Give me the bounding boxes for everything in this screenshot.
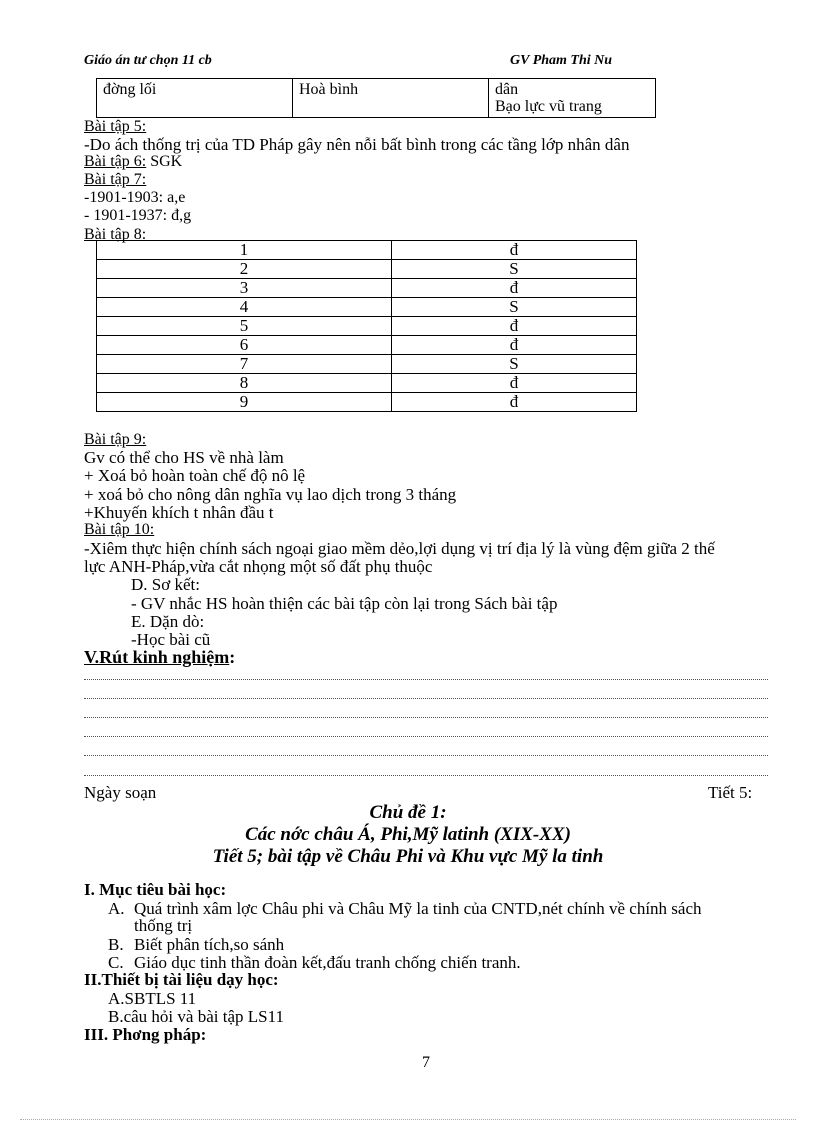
objective-c-text: Giáo dục tinh thần đoàn kết,đấu tranh chống chiến tranh. xyxy=(134,953,521,972)
page-number: 7 xyxy=(422,1054,430,1071)
row-number: 8 xyxy=(97,374,392,393)
objective-b-label: B. xyxy=(108,935,124,954)
ex6-line xyxy=(84,153,182,171)
summary-d-text: - GV nhắc HS hoàn thiện các bài tập còn lại trong Sách bài tập xyxy=(131,594,558,613)
ex10-line: -Xiêm thực hiện chính sách ngoại giao mềm dẻo,lợi dụng vị trí địa lý là vùng đệm giữa 2 thế xyxy=(84,539,715,558)
row-number: 4 xyxy=(97,298,392,317)
row-number: 9 xyxy=(97,393,392,412)
ex9-line: +Khuyến khích t nhân đầu t xyxy=(84,503,274,522)
row-number: 2 xyxy=(97,260,392,279)
top-table-cell: Hoà bình xyxy=(293,79,489,118)
row-answer: đ xyxy=(392,279,637,298)
topic-line-3: Tiết 5; bài tập về Châu Phi và Khu vực Mỹ la tinh xyxy=(212,846,604,867)
dotted-line xyxy=(84,717,768,718)
row-answer: đ xyxy=(392,336,637,355)
row-answer: đ xyxy=(392,317,637,336)
objective-a-line: Quá trình xâm lợc Châu phi và Châu Mỹ la tinh của CNTD,nét chính về chính sách xyxy=(134,899,702,918)
objective-b-text: Biết phân tích,so sánh xyxy=(134,935,285,954)
dotted-line xyxy=(84,698,768,699)
top-table-line: Bạo lực vũ trang xyxy=(495,98,602,115)
ex9-line: + Xoá bỏ hoàn toàn chế độ nô lệ xyxy=(84,466,306,485)
experience-colon: : xyxy=(229,647,236,667)
ex10-title: Bài tập 10: xyxy=(84,521,155,538)
dotted-line xyxy=(84,775,768,776)
equipment-title: II.Thiết bị tài liệu dạy học: xyxy=(84,970,279,989)
table-row xyxy=(97,260,637,279)
topic-line-2: Các nớc châu Á, Phi,Mỹ latinh (XIX-XX) xyxy=(245,824,571,845)
objective-a-line: thống trị xyxy=(134,916,193,935)
top-table xyxy=(96,78,656,118)
table-row xyxy=(97,336,637,355)
row-answer: S xyxy=(392,260,637,279)
ex8-title: Bài tập 8: xyxy=(84,226,147,243)
row-answer: đ xyxy=(392,374,637,393)
row-answer: đ xyxy=(392,241,637,260)
ex6-title: Bài tập 6: xyxy=(84,153,147,170)
table-row xyxy=(97,298,637,317)
ex9-line: + xoá bỏ cho nông dân nghĩa vụ lao dịch trong 3 tháng xyxy=(84,485,457,504)
experience-heading xyxy=(84,647,235,667)
ex9-line: Gv có thể cho HS về nhà làm xyxy=(84,448,284,467)
row-number: 5 xyxy=(97,317,392,336)
table-row xyxy=(97,374,637,393)
row-answer: S xyxy=(392,298,637,317)
method-title: III. Phơng pháp: xyxy=(84,1025,207,1044)
header-right: GV Pham Thi Nu xyxy=(510,53,613,68)
objectives-title: I. Mục tiêu bài học: xyxy=(84,880,227,899)
table-row xyxy=(97,393,637,412)
top-table-cell xyxy=(489,79,656,118)
summary-d-title: D. Sơ kết: xyxy=(131,575,200,594)
ex5-title: Bài tập 5: xyxy=(84,118,147,135)
objective-c-label: C. xyxy=(108,953,124,972)
ex10-line: lực ANH-Pháp,vừa cắt nhọng một số đất phụ thuộc xyxy=(84,557,433,576)
table-row xyxy=(97,241,637,260)
objective-a-label: A. xyxy=(108,899,125,918)
experience-title: V.Rút kinh nghiệm xyxy=(84,647,230,667)
dotted-line xyxy=(84,679,768,680)
dotted-line xyxy=(84,755,768,756)
page-bottom-border xyxy=(20,1119,796,1120)
top-table-cell: đờng lối xyxy=(97,79,293,118)
topic-line-1: Chủ đề 1: xyxy=(369,802,447,823)
row-number: 6 xyxy=(97,336,392,355)
ex7-line: -1901-1903: a,e xyxy=(84,189,186,206)
answer-table xyxy=(96,240,637,412)
table-row xyxy=(97,355,637,374)
summary-e-text: -Học bài cũ xyxy=(131,630,211,649)
period-label: Tiết 5: xyxy=(708,783,753,802)
ex9-title: Bài tập 9: xyxy=(84,431,147,448)
top-table-line: dân xyxy=(495,81,519,98)
table-row xyxy=(97,279,637,298)
equipment-item: B.câu hỏi và bài tập LS11 xyxy=(108,1007,284,1026)
ex6-text: SGK xyxy=(146,153,183,170)
ex5-text: -Do ách thống trị của TD Pháp gây nên nỗi bất bình trong các tầng lớp nhân dân xyxy=(84,135,630,154)
row-number: 3 xyxy=(97,279,392,298)
row-number: 7 xyxy=(97,355,392,374)
row-answer: đ xyxy=(392,393,637,412)
equipment-item: A.SBTLS 11 xyxy=(108,989,197,1008)
date-label: Ngày soạn xyxy=(84,783,157,802)
table-row xyxy=(97,317,637,336)
ex7-title: Bài tập 7: xyxy=(84,171,147,188)
ex7-line: - 1901-1937: đ,g xyxy=(84,207,192,224)
dotted-line xyxy=(84,736,768,737)
summary-e-title: E. Dặn dò: xyxy=(131,612,205,631)
row-number: 1 xyxy=(97,241,392,260)
row-answer: S xyxy=(392,355,637,374)
header-left: Giáo án tư chọn 11 cb xyxy=(84,53,212,68)
